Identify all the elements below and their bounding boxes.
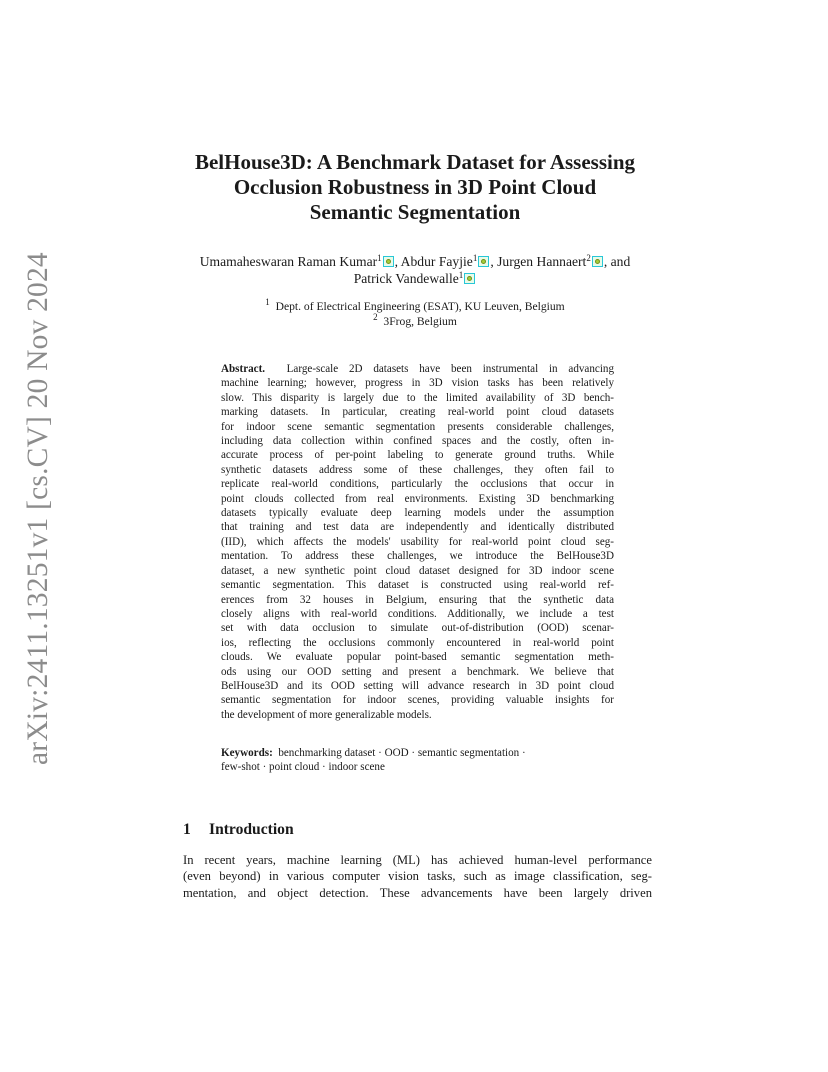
author-line xyxy=(160,253,670,270)
orcid-icon[interactable] xyxy=(383,256,394,267)
abstract-line: datasets typically evaluate deep learning models under the assumption xyxy=(221,507,614,520)
keywords-label: Keywords: xyxy=(221,747,273,759)
abstract-text: Large-scale 2D datasets have been instrumental in advancing xyxy=(286,363,614,375)
orcid-icon[interactable] xyxy=(592,256,603,267)
title-line: Semantic Segmentation xyxy=(309,200,521,224)
orcid-icon[interactable] xyxy=(478,256,489,267)
orcid-icon[interactable] xyxy=(464,273,475,284)
keywords xyxy=(221,746,614,775)
affiliation xyxy=(200,314,630,329)
affiliation-marker: 1 xyxy=(377,253,382,263)
title-line: Occlusion Robustness in 3D Point Cloud xyxy=(233,175,597,199)
section-number: 1 xyxy=(183,821,191,838)
abstract-line: BelHouse3D and its OOD setting will advance research in 3D point cloud xyxy=(221,679,614,692)
author-name: , Jurgen Hannaert xyxy=(490,254,587,269)
abstract-line: for indoor scene semantic segmentation presents considerable challenges, xyxy=(221,420,614,433)
author-line xyxy=(160,270,670,287)
abstract-line: marking datasets. In particular, creating real-world point cloud datasets xyxy=(221,406,614,419)
abstract-line: machine learning; however, progress in 3D vision tasks has been relatively xyxy=(221,377,614,390)
abstract-label: Abstract. xyxy=(221,363,266,375)
section-heading xyxy=(183,821,294,839)
affiliation-text: 3Frog, Belgium xyxy=(383,315,457,328)
author-list xyxy=(160,253,670,287)
abstract-line: closely aligns with real-world conditions. Additionally, we include a test xyxy=(221,607,614,620)
affiliations xyxy=(200,299,630,329)
abstract-line: semantic segmentation. This dataset is constructed using real-world ref- xyxy=(221,579,614,592)
author-name: , Abdur Fayjie xyxy=(394,254,473,269)
abstract-line: accurate process of per-point labeling to generate ground truths. While xyxy=(221,449,614,462)
abstract-line: ods using our OOD setting and present a benchmark. We believe that xyxy=(221,665,614,678)
keywords-line: few-shot · point cloud · indoor scene xyxy=(221,761,385,774)
affiliation-marker: 1 xyxy=(458,270,464,280)
intro-line: mentation, and object detection. These advancements have been largely driven xyxy=(183,885,652,900)
abstract-line: clouds. We evaluate popular point-based semantic segmentation meth- xyxy=(221,651,614,664)
abstract-line: slow. This disparity is largely due to the limited availability of 3D bench- xyxy=(221,391,614,404)
affiliation-number: 1 xyxy=(265,297,270,307)
abstract-line: replicate real-world conditions, particularly the occlusions that occur in xyxy=(221,478,614,491)
abstract-line: dataset, a new synthetic point cloud dataset designed for 3D indoor scene xyxy=(221,564,614,577)
intro-line: (even beyond) in various computer vision tasks, such as image classification, seg- xyxy=(183,869,652,884)
abstract-line: erences from 32 houses in Belgium, ensuring that the synthetic data xyxy=(221,593,614,606)
abstract-line: point clouds collected from real environments. Existing 3D benchmarking xyxy=(221,492,614,505)
arxiv-stamp: arXiv:2411.13251v1 [cs.CV] 20 Nov 2024 xyxy=(22,252,54,765)
affiliation-number: 2 xyxy=(373,312,378,322)
abstract-line: including data collection within confined spaces and the costly, often in- xyxy=(221,435,614,448)
intro-paragraph xyxy=(183,852,652,901)
affiliation-marker: 1 xyxy=(472,253,478,263)
abstract-line: ios, reflecting the occlusions commonly encountered in real-world point xyxy=(221,636,614,649)
author-name: Umamaheswaran Raman Kumar xyxy=(199,254,378,269)
intro-line: In recent years, machine learning (ML) has achieved human-level performance xyxy=(183,853,652,867)
paper-title xyxy=(140,150,690,225)
abstract xyxy=(221,362,614,722)
abstract-line: that training and test data are independently and identically distributed xyxy=(221,521,614,534)
abstract-line: set with data occlusion to simulate out-of-distribution (OOD) scenar- xyxy=(221,622,614,635)
keywords-line xyxy=(221,746,614,760)
abstract-line xyxy=(221,362,614,376)
abstract-line: (IID), which affects the models' usability for real-world point cloud seg- xyxy=(221,535,614,548)
abstract-line: semantic segmentation for indoor scenes, providing valuable insights for xyxy=(221,694,614,707)
keywords-text: benchmarking dataset · OOD · semantic segmentation · xyxy=(278,747,526,759)
affiliation-marker: 2 xyxy=(586,253,591,263)
section-title: Introduction xyxy=(209,821,294,838)
author-separator: , and xyxy=(603,254,631,269)
affiliation xyxy=(200,299,630,314)
affiliation-text: Dept. of Electrical Engineering (ESAT), KU Leuven, Belgium xyxy=(275,300,565,313)
abstract-line: the development of more generalizable models. xyxy=(221,708,432,721)
abstract-line: synthetic datasets address some of these challenges, they often fail to xyxy=(221,463,614,476)
title-line: BelHouse3D: A Benchmark Dataset for Assessing xyxy=(194,150,636,174)
author-name: Patrick Vandewalle xyxy=(353,271,459,286)
abstract-line: mentation. To address these challenges, we introduce the BelHouse3D xyxy=(221,550,614,563)
